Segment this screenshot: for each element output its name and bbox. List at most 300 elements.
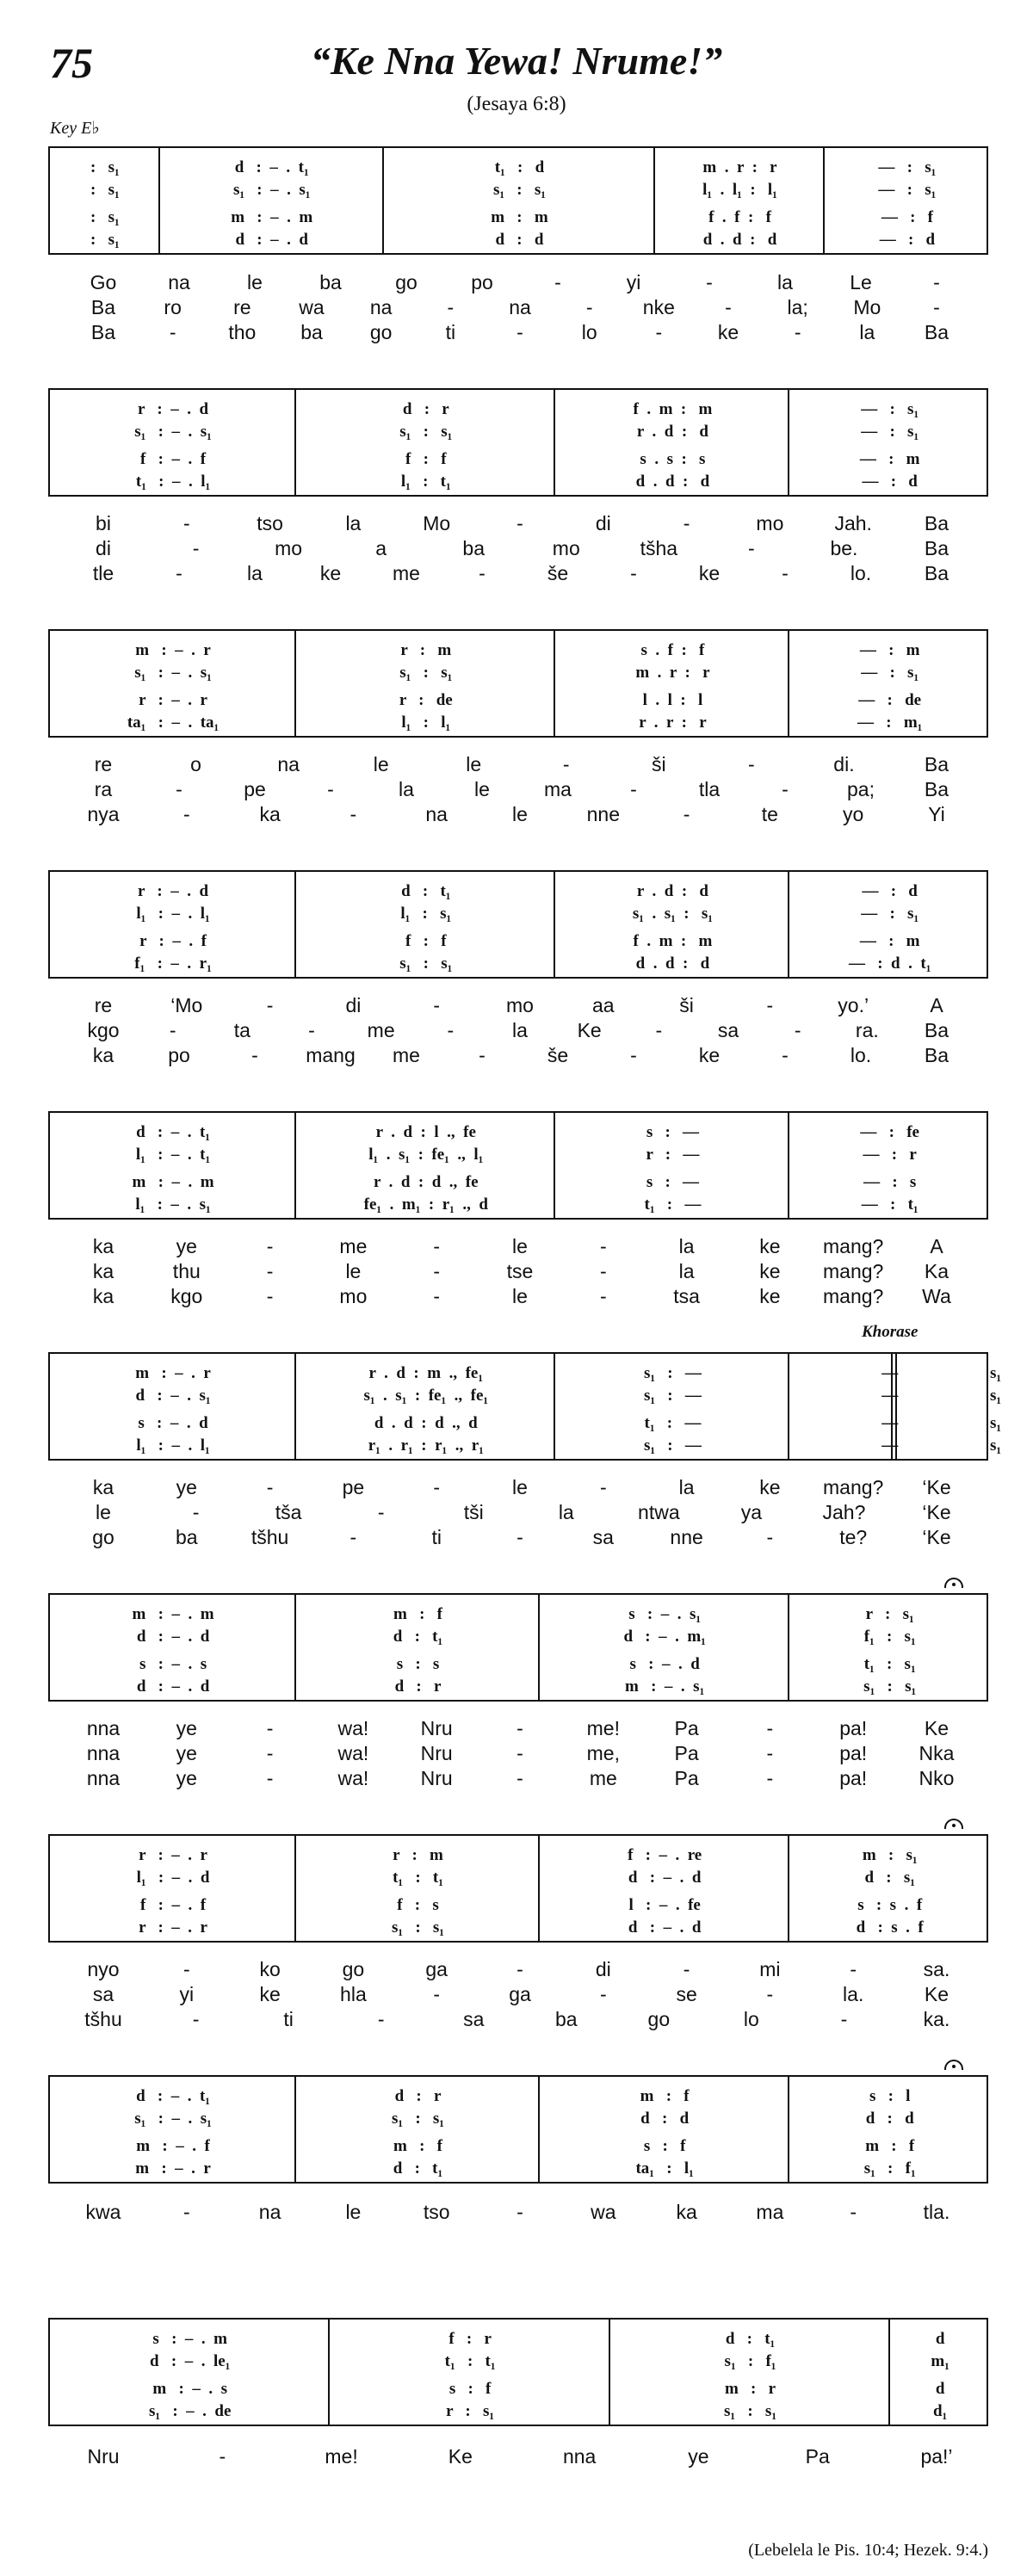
- solfa-cell: —: [881, 1387, 899, 1405]
- lyric-syllable: ka: [92, 1285, 114, 1307]
- lyric-syllable: Ke: [577, 1019, 602, 1041]
- lyric-syllable: tši: [463, 1501, 484, 1523]
- lyric-syllable: nya: [87, 803, 120, 825]
- solfa-cell: s₁ : f₁: [863, 2159, 916, 2178]
- solfa-cell: d : r: [394, 2087, 442, 2105]
- lyric-syllable: Ke: [924, 1717, 949, 1739]
- lyric-syllable: me: [339, 1235, 368, 1257]
- lyric-syllable: lo.: [850, 562, 872, 584]
- lyric-syllable: -: [377, 2008, 385, 2030]
- lyric-syllable: ‘Ke: [922, 1476, 951, 1498]
- lyric-syllable: Jah?: [822, 1501, 866, 1523]
- lyric-syllable: Ba: [924, 753, 949, 775]
- lyric-syllable: -: [725, 296, 732, 318]
- lyric-syllable: te?: [839, 1526, 868, 1548]
- solfa-cell: m : – . s: [152, 2380, 227, 2398]
- solfa-cell: f : r: [448, 2330, 492, 2348]
- music-system: [48, 388, 988, 497]
- lyric-syllable: -: [192, 537, 200, 559]
- lyric-syllable: ya: [740, 1501, 763, 1523]
- solfa-cell: r : – . f: [139, 932, 207, 950]
- solfa-cell: t₁ : —: [644, 1414, 702, 1432]
- solfa-cell: s₁ : – . s₁: [134, 2110, 212, 2128]
- lyric-syllable: Ba: [90, 321, 116, 343]
- lyric-syllable: yi: [626, 271, 641, 293]
- solfa-cell: s₁ : —: [643, 1436, 702, 1455]
- lyric-syllable: te: [761, 803, 778, 825]
- solfa-cell: m : f: [393, 2137, 442, 2155]
- solfa-cell: d . d : d: [635, 473, 710, 491]
- lyric-syllable: ba: [554, 2008, 578, 2030]
- lyric-syllable: le: [512, 1285, 528, 1307]
- lyric-syllable: ra.: [855, 1019, 879, 1041]
- solfa-cell: m : – . s₁: [625, 1677, 705, 1696]
- solfa-cell: s : – . m: [152, 2330, 227, 2348]
- solfa-cell: t₁ : t₁: [444, 2352, 496, 2370]
- lyric-syllable: -: [782, 1044, 789, 1066]
- lyric-syllable: ba: [462, 537, 486, 559]
- lyric-syllable: -: [516, 1742, 523, 1764]
- solfa-cell: d : – . d: [136, 1677, 210, 1696]
- lyric-syllable: -: [599, 1285, 607, 1307]
- lyric-syllable: sa: [592, 1526, 614, 1548]
- lyric-syllable: na: [509, 296, 531, 318]
- lyric-syllable: aa: [592, 994, 615, 1016]
- solfa-cell: — : f: [881, 208, 933, 226]
- footnote-reference: (Lebelela le Pis. 10:4; Hezek. 9:4.): [748, 2541, 988, 2560]
- lyric-syllable: Ke: [448, 2445, 473, 2468]
- lyric-syllable: tle: [92, 562, 114, 584]
- lyric-syllable: -: [251, 1044, 258, 1066]
- lyric-syllable: Ke: [924, 1983, 949, 2005]
- solfa-cell: l₁ : l₁: [401, 713, 451, 732]
- lyric-syllable: go: [647, 2008, 671, 2030]
- lyric-syllable: ti: [445, 321, 456, 343]
- lyric-syllable: sa: [717, 1019, 739, 1041]
- lyric-syllable: di: [345, 994, 362, 1016]
- solfa-cell: — : s₁: [861, 400, 919, 418]
- lyric-syllable: ‘Ke: [922, 1526, 951, 1548]
- lyric-syllable: ra: [94, 778, 113, 800]
- solfa-cell: m : – . f: [136, 2137, 210, 2155]
- lyric-syllable: nna: [86, 1767, 121, 1789]
- solfa-cell: s₁ : – . s₁: [134, 423, 212, 441]
- lyric-syllable: Ba: [924, 778, 949, 800]
- lyric-syllable: le: [512, 1235, 528, 1257]
- solfa-cell: r : s₁: [865, 1605, 914, 1623]
- lyric-syllable: wa: [299, 296, 325, 318]
- solfa-cell: d : – . t₁: [136, 1123, 210, 1141]
- solfa-cell: f₁ : – . r₁: [134, 954, 212, 973]
- solfa-cell: l₁ . s₁ : fe₁ ., l₁: [368, 1146, 484, 1164]
- lyric-syllable: mo: [339, 1285, 368, 1307]
- fermata-icon: [944, 1578, 963, 1588]
- lyric-syllable: ye: [176, 1476, 197, 1498]
- lyric-syllable: be.: [830, 537, 858, 559]
- lyric-syllable: na: [258, 2201, 281, 2223]
- lyric-syllable: wa: [591, 2201, 616, 2223]
- lyric-syllable: le: [466, 753, 482, 775]
- lyric-syllable: tso: [423, 2201, 450, 2223]
- lyric-syllable: -: [377, 1501, 385, 1523]
- solfa-cell: s : l: [869, 2087, 911, 2105]
- lyric-syllable: -: [266, 1717, 274, 1739]
- lyric-syllable: la: [859, 321, 875, 343]
- solfa-cell: s : – . d: [629, 1655, 700, 1673]
- music-system: [48, 1593, 988, 1702]
- solfa-cell: — : s: [863, 1173, 917, 1191]
- lyric-syllable: -: [782, 778, 789, 800]
- lyric-syllable: Mo: [423, 512, 451, 534]
- solfa-cell: l₁ : – . t₁: [135, 1146, 211, 1164]
- solfa-cell: d : t₁: [725, 2330, 776, 2348]
- solfa-cell: r₁ . r₁ : r₁ ., r₁: [368, 1436, 484, 1455]
- solfa-cell: — : m: [859, 641, 920, 659]
- lyric-syllable: -: [655, 1019, 663, 1041]
- lyric-syllable: tšhu: [251, 1526, 289, 1548]
- lyric-syllable: -: [266, 994, 274, 1016]
- lyric-syllable: lo.: [850, 1044, 872, 1066]
- solfa-cell: d : – . t₁: [136, 2087, 210, 2105]
- lyric-syllable: -: [766, 1983, 774, 2005]
- lyric-syllable: sa: [463, 2008, 485, 2030]
- lyric-syllable: -: [562, 753, 570, 775]
- lyric-syllable: -: [479, 562, 486, 584]
- lyric-syllable: ši: [679, 994, 694, 1016]
- solfa-cell: m : s₁: [862, 1846, 918, 1864]
- solfa-cell: l . l : l: [642, 691, 703, 709]
- solfa-cell: s : —: [646, 1123, 700, 1141]
- lyric-syllable: me: [367, 1019, 395, 1041]
- lyric-syllable: ye: [176, 1767, 197, 1789]
- music-system: [48, 1352, 1002, 1461]
- lyric-syllable: wa!: [337, 1767, 369, 1789]
- solfa-cell: d : – . t₁: [234, 158, 309, 176]
- lyric-syllable: me,: [586, 1742, 620, 1764]
- lyric-syllable: le: [345, 2201, 362, 2223]
- lyric-syllable: wa!: [337, 1717, 369, 1739]
- solfa-cell: r . d : d: [636, 882, 708, 900]
- lyric-syllable: nna: [562, 2445, 597, 2468]
- lyric-syllable: ka.: [923, 2008, 950, 2030]
- solfa-cell: m : f: [393, 1605, 442, 1623]
- solfa-cell: d . d : d ., d: [374, 1414, 478, 1432]
- solfa-cell: r . d : d: [636, 423, 708, 441]
- solfa-cell: l : – . fe: [628, 1896, 701, 1914]
- solfa-cell: m : f: [640, 2087, 690, 2105]
- solfa-cell: — : s₁: [878, 181, 937, 199]
- music-system: [48, 1834, 988, 1943]
- lyric-syllable: nne: [586, 803, 620, 825]
- lyric-syllable: -: [349, 1526, 357, 1548]
- lyric-syllable: Yi: [928, 803, 945, 825]
- lyric-syllable: Nru: [87, 2445, 120, 2468]
- lyric-syllable: na: [168, 271, 190, 293]
- lyric-syllable: po: [471, 271, 493, 293]
- lyric-syllable: -: [794, 321, 801, 343]
- solfa-cell: — : d . t₁: [848, 954, 931, 973]
- solfa-cell: l₁ : s₁: [400, 905, 452, 923]
- lyric-syllable: mang?: [823, 1235, 884, 1257]
- lyric-syllable: -: [630, 778, 637, 800]
- solfa-cell: ta₁ : l₁: [635, 2159, 694, 2178]
- lyric-syllable: la: [558, 1501, 574, 1523]
- solfa-cell: d : d: [495, 231, 544, 249]
- lyric-syllable: le: [474, 778, 490, 800]
- solfa-cell: m : m: [491, 208, 548, 226]
- lyric-syllable: A: [930, 994, 943, 1016]
- lyric-syllable: ye: [176, 1717, 197, 1739]
- lyric-syllable: -: [782, 562, 789, 584]
- lyric-syllable: kgo: [170, 1285, 203, 1307]
- lyric-syllable: mo: [552, 537, 580, 559]
- lyric-syllable: ye: [176, 1235, 197, 1257]
- solfa-cell: s₁ : s₁: [391, 2110, 444, 2128]
- lyric-syllable: ke: [319, 562, 342, 584]
- solfa-cell: d : r: [402, 400, 449, 418]
- lyric-syllable: le: [512, 803, 528, 825]
- lyric-syllable: ti: [431, 1526, 442, 1548]
- solfa-cell: r . d : m ., fe₁: [368, 1364, 484, 1382]
- solfa-cell: l₁ : t₁: [400, 473, 451, 491]
- lyric-syllable: ka: [676, 2201, 697, 2223]
- solfa-cell: : s₁: [90, 181, 120, 199]
- lyric-syllable: ka: [92, 1044, 114, 1066]
- lyric-syllable: -: [766, 1717, 774, 1739]
- lyric-syllable: mo: [756, 512, 784, 534]
- solfa-cell: — : m₁: [857, 713, 923, 732]
- solfa-cell: s : f: [448, 2380, 492, 2398]
- solfa-cell: d : – . s₁: [135, 1387, 211, 1405]
- chorus-label: Khorase: [862, 1323, 919, 1341]
- solfa-cell: r . r : r: [639, 713, 707, 732]
- lyric-syllable: ‘Mo: [170, 994, 203, 1016]
- solfa-cell: : s₁: [90, 208, 120, 226]
- lyric-syllable: Ba: [90, 296, 116, 318]
- lyric-syllable: ba: [300, 321, 323, 343]
- solfa-cell: l₁ : – . l₁: [136, 1436, 210, 1455]
- solfa-cell: r : s₁: [446, 2402, 495, 2420]
- lyric-syllable: na: [277, 753, 300, 775]
- lyric-syllable: -: [516, 1717, 523, 1739]
- solfa-cell: d : t₁: [393, 1628, 443, 1646]
- solfa-cell: — : fe: [860, 1123, 919, 1141]
- lyric-syllable: -: [433, 994, 441, 1016]
- solfa-cell: m : – . m: [132, 1605, 214, 1623]
- lyric-syllable: mo: [275, 537, 303, 559]
- solfa-cell: s₁ . s₁ : fe₁ ., fe₁: [363, 1387, 489, 1405]
- lyric-syllable: -: [683, 1958, 690, 1980]
- lyric-syllable: -: [599, 1476, 607, 1498]
- lyric-syllable: Ba: [924, 512, 949, 534]
- lyric-syllable: -: [850, 2201, 857, 2223]
- lyric-syllable: pe: [342, 1476, 365, 1498]
- lyric-syllable: le: [373, 753, 389, 775]
- solfa-cell: r : – . r: [139, 1918, 207, 1937]
- lyric-syllable: -: [706, 271, 713, 293]
- lyric-syllable: -: [630, 1044, 637, 1066]
- lyric-syllable: mi: [759, 1958, 781, 1980]
- solfa-cell: —: [881, 1364, 899, 1382]
- solfa-cell: s : s . f: [857, 1896, 923, 1914]
- lyric-syllable: ga: [509, 1983, 531, 2005]
- lyric-syllable: pa!: [839, 1767, 868, 1789]
- solfa-cell: — : t₁: [861, 1195, 919, 1214]
- lyric-syllable: ga: [425, 1958, 448, 1980]
- solfa-cell: m : – . m: [231, 208, 313, 226]
- lyric-syllable: -: [176, 562, 182, 584]
- solfa-cell: d : d: [640, 2110, 690, 2128]
- lyric-syllable: -: [599, 1235, 607, 1257]
- lyric-syllable: ta: [233, 1019, 251, 1041]
- lyric-syllable: di: [595, 512, 611, 534]
- lyric-syllable: le: [345, 1260, 362, 1282]
- lyric-syllable: mo: [506, 994, 534, 1016]
- lyric-syllable: tse: [506, 1260, 534, 1282]
- lyric-syllable: -: [794, 1019, 801, 1041]
- solfa-cell: d : – . le₁: [150, 2352, 231, 2370]
- lyric-syllable: -: [840, 2008, 848, 2030]
- solfa-cell: s₁ : —: [643, 1387, 702, 1405]
- solfa-cell: d : s₁: [864, 1869, 915, 1887]
- lyric-syllable: la.: [843, 1983, 864, 2005]
- lyric-syllable: -: [219, 2445, 226, 2468]
- solfa-cell: s₁ : s₁: [399, 664, 453, 682]
- lyric-syllable: -: [766, 994, 774, 1016]
- music-system: [48, 870, 988, 979]
- lyric-syllable: Pa: [674, 1742, 699, 1764]
- lyric-syllable: ye: [688, 2445, 709, 2468]
- solfa-cell: f : f: [405, 932, 447, 950]
- hymn-title: “Ke Nna Yewa! Nrume!”: [310, 39, 723, 83]
- solfa-cell: s : – . d: [138, 1414, 208, 1432]
- lyric-syllable: -: [655, 321, 663, 343]
- lyric-syllable: -: [766, 1767, 774, 1789]
- lyric-syllable: nke: [642, 296, 675, 318]
- solfa-cell: m : – . r: [135, 641, 211, 659]
- solfa-cell: l₁ : – . d: [136, 1869, 210, 1887]
- lyric-syllable: -: [516, 321, 523, 343]
- solfa-cell: m . r : r: [702, 158, 777, 176]
- lyric-syllable: -: [433, 1476, 441, 1498]
- lyric-syllable: Mo: [853, 296, 881, 318]
- lyric-syllable: -: [766, 1742, 774, 1764]
- lyric-syllable: ye: [176, 1742, 197, 1764]
- lyric-syllable: wa!: [337, 1742, 369, 1764]
- solfa-cell: f : s: [397, 1896, 439, 1914]
- lyric-syllable: le: [512, 1476, 528, 1498]
- lyric-syllable: go: [395, 271, 418, 293]
- lyric-syllable: bi: [96, 512, 111, 534]
- lyric-syllable: ka: [92, 1260, 114, 1282]
- solfa-cell: r : – . r: [139, 691, 207, 709]
- lyric-syllable: -: [850, 1958, 857, 1980]
- lyric-syllable: -: [192, 2008, 200, 2030]
- lyric-syllable: Le: [850, 271, 872, 293]
- solfa-cell: r : – . d: [138, 400, 209, 418]
- lyric-syllable: yi: [179, 1983, 195, 2005]
- lyric-syllable: Pa: [805, 2445, 830, 2468]
- lyric-syllable: go: [369, 321, 393, 343]
- lyric-syllable: -: [266, 1235, 274, 1257]
- lyric-syllable: di: [595, 1958, 611, 1980]
- lyric-syllable: Ba: [924, 321, 949, 343]
- lyric-syllable: me: [393, 562, 420, 584]
- lyric-syllable: ko: [259, 1958, 281, 1980]
- lyric-syllable: nyo: [87, 1958, 120, 1980]
- solfa-cell: r : – . d: [138, 882, 209, 900]
- lyric-syllable: ka: [259, 803, 281, 825]
- lyric-syllable: ke: [717, 321, 739, 343]
- solfa-cell: — : de: [858, 691, 922, 709]
- solfa-cell: d : r: [394, 1677, 442, 1696]
- solfa-cell: — : d: [862, 882, 918, 900]
- solfa-cell: s₁ : s₁: [863, 1677, 917, 1696]
- lyric-syllable: tla: [698, 778, 721, 800]
- solfa-cell: f . m : m: [633, 400, 713, 418]
- solfa-cell: — : s₁: [861, 905, 919, 923]
- lyric-syllable: se: [676, 1983, 697, 2005]
- lyric-syllable: tsa: [673, 1285, 700, 1307]
- lyric-syllable: še: [547, 562, 569, 584]
- fermata-icon: [944, 1819, 963, 1829]
- lyric-syllable: ro: [164, 296, 182, 318]
- solfa-cell: s₁ : —: [643, 1364, 702, 1382]
- lyric-syllable: na: [425, 803, 448, 825]
- solfa-cell: m : r: [724, 2380, 776, 2398]
- lyric-syllable: -: [479, 1044, 486, 1066]
- lyric-syllable: Ba: [924, 562, 949, 584]
- lyric-syllable: po: [168, 1044, 190, 1066]
- lyric-syllable: pa!: [839, 1742, 868, 1764]
- lyric-syllable: me!: [586, 1717, 620, 1739]
- lyric-syllable: Ba: [924, 537, 949, 559]
- lyric-syllable: pa;: [847, 778, 875, 800]
- lyric-syllable: thu: [172, 1260, 201, 1282]
- solfa-cell: m : f: [865, 2137, 915, 2155]
- lyric-syllable: -: [516, 1958, 523, 1980]
- solfa-cell: t₁ : – . l₁: [135, 473, 211, 491]
- solfa-cell: s : s: [396, 1655, 440, 1673]
- solfa-cell: s : f: [643, 2137, 686, 2155]
- lyric-syllable: a: [375, 537, 387, 559]
- solfa-cell: — : m: [859, 450, 920, 468]
- lyric-syllable: ke: [759, 1285, 781, 1307]
- solfa-cell: — : m: [859, 932, 920, 950]
- lyric-syllable: -: [176, 778, 182, 800]
- lyric-syllable: kgo: [87, 1019, 120, 1041]
- solfa-cell: d : – . d: [628, 1869, 702, 1887]
- lyric-syllable: ma: [544, 778, 572, 800]
- lyric-syllable: -: [933, 271, 940, 293]
- lyric-syllable: la: [399, 778, 414, 800]
- music-system: [48, 2318, 988, 2426]
- lyric-syllable: mang?: [823, 1260, 884, 1282]
- lyric-syllable: Wa: [922, 1285, 951, 1307]
- lyric-syllable: nna: [86, 1742, 121, 1764]
- lyric-syllable: ma: [756, 2201, 784, 2223]
- lyric-syllable: Nru: [420, 1717, 453, 1739]
- lyric-syllable: ba: [176, 1526, 198, 1548]
- lyric-syllable: ši: [652, 753, 666, 775]
- lyric-syllable: -: [516, 512, 523, 534]
- lyric-syllable: la;: [787, 296, 808, 318]
- solfa-cell: s₁ : s₁: [399, 423, 453, 441]
- lyric-syllable: nne: [670, 1526, 703, 1548]
- solfa-cell: —: [881, 1436, 899, 1455]
- solfa-cell: t₁ : d: [494, 158, 545, 176]
- solfa-cell: m : – . r: [135, 2159, 211, 2178]
